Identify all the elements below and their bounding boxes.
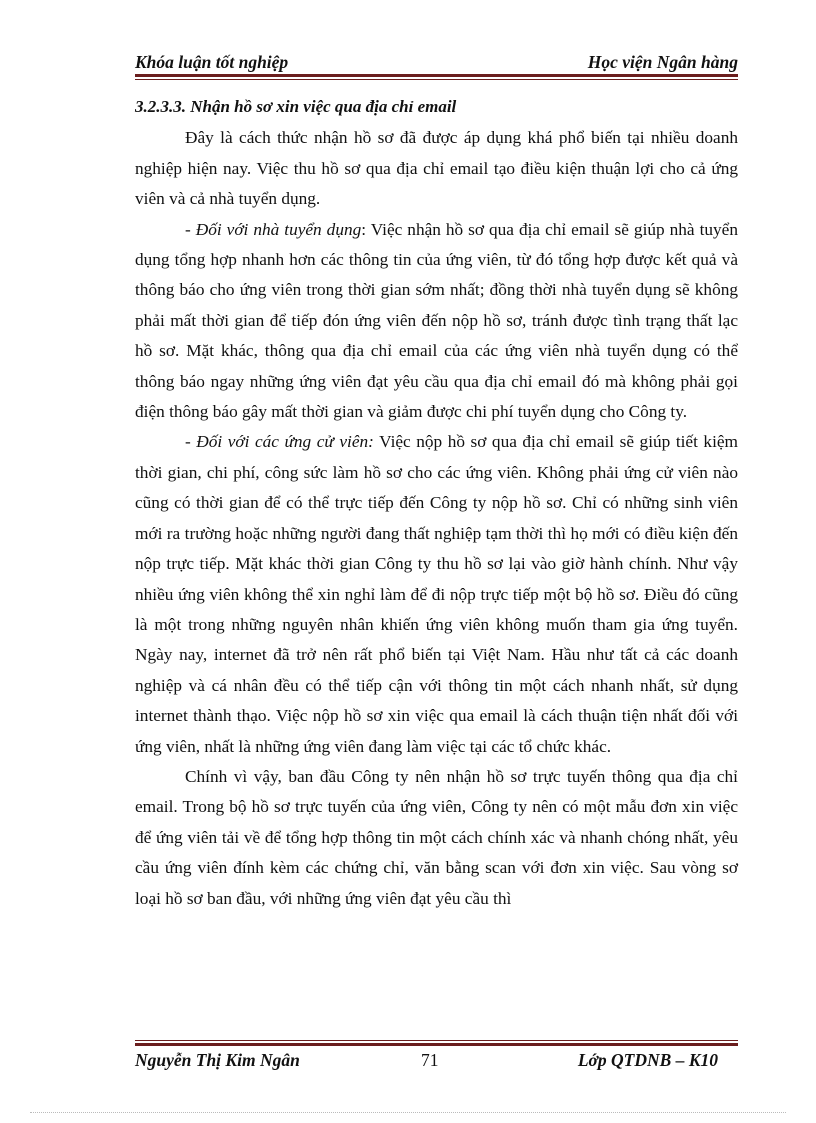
paragraph-candidates-text: Việc nộp hồ sơ qua địa chỉ email sẽ giúp tiết kiệm thời gian, chi phí, công sức làm hồ sơ cho các ứng viên. Không phải ứng cử viên nào cũng có thời gian để có thể trực tiếp đến Công ty nộp hồ sơ. Chỉ có những sinh viên mới ra trường hoặc những người đang thất nghiệp tạm thời thì họ mới có điều kiện đến nộp trực tiếp. Mặt khác thời gian Công ty thu hồ sơ lại vào giờ hành chính. Như vậy nhiều ứng viên không thể xin nghỉ làm để đi nộp trực tiếp một bộ hồ sơ. Điều đó cũng là một trong những nguyên nhân khiến ứng viên không muốn tham gia ứng tuyển. Ngày nay, internet đã trở nên rất phổ biến tại Việt Nam. Hầu như tất cả các doanh nghiệp và cá nhân đều có thể tiếp cận với thông tin một cách nhanh nhất, sử dụng internet thành thạo. Việc nộp hồ sơ xin việc qua email là cách thuận tiện nhất đối với ứng viên, nhất là những ứng viên đang làm việc tại các tổ chức khác. bbox=[135, 432, 738, 756]
page-number: 71 bbox=[421, 1050, 439, 1070]
paragraph-employer-text: : Việc nhận hồ sơ qua địa chỉ email sẽ giúp nhà tuyển dụng tổng hợp nhanh hơn các thông tin của ứng viên, từ đó tổng hợp được kết quả và thông báo cho ứng viên trong thời gian sớm nhất; đồng thời nhà tuyển dụng sẽ không phải mất thời gian để tiếp đón ứng viên đến nộp hồ sơ, tránh được tình trạng thất lạc hồ sơ. Mặt khác, thông qua địa chỉ email của các ứng viên nhà tuyển dụng có thể thông báo ngay những ứng viên đạt yêu cầu qua địa chỉ email đó mà không phải gọi điện thông báo gây mất thời gian và giảm được chi phí tuyển dụng cho Công ty. bbox=[135, 219, 738, 422]
document-body bbox=[135, 92, 738, 914]
footer-rule-thin bbox=[135, 1040, 738, 1041]
footer-rule-thick bbox=[135, 1043, 738, 1046]
paragraph-employer bbox=[135, 215, 738, 428]
header-rule-thick bbox=[135, 74, 738, 77]
footer-author: Nguyễn Thị Kim Ngân bbox=[135, 1050, 300, 1070]
paragraph-conclusion: Chính vì vậy, ban đầu Công ty nên nhận hồ sơ trực tuyến thông qua địa chỉ email. Trong bộ hồ sơ trực tuyến của ứng viên, Công ty nên có một mẫu đơn xin việc để ứng viên tải về để tổng hợp thông tin một cách chính xác và nhanh chóng nhất, yêu cầu ứng viên đính kèm các chứng chỉ, văn bằng scan với đơn xin việc. Sau vòng sơ loại hồ sơ ban đầu, với những ứng viên đạt yêu cầu thì bbox=[135, 766, 738, 908]
page-bottom-divider bbox=[30, 1112, 786, 1113]
paragraph-intro: Đây là cách thức nhận hồ sơ đã được áp dụng khá phổ biến tại nhiều doanh nghiệp hiện nay. Việc thu hồ sơ qua địa chỉ email tạo điều kiện thuận lợi cho cả ứng viên và cả nhà tuyển dụng. bbox=[135, 128, 738, 209]
section-heading: 3.2.3.3. Nhận hồ sơ xin việc qua địa chỉ email bbox=[135, 97, 457, 116]
paragraph-employer-lead: - Đối với nhà tuyển dụng bbox=[185, 219, 362, 239]
page-header bbox=[135, 50, 738, 76]
page-footer bbox=[135, 1048, 738, 1074]
header-right-title: Học viện Ngân hàng bbox=[587, 52, 738, 72]
footer-class: Lớp QTDNB – K10 bbox=[577, 1050, 718, 1070]
paragraph-candidates bbox=[135, 427, 738, 761]
header-left-title: Khóa luận tốt nghiệp bbox=[135, 52, 289, 72]
header-rule-thin bbox=[135, 79, 738, 80]
paragraph-candidates-lead: - Đối với các ứng cử viên: bbox=[185, 432, 374, 452]
